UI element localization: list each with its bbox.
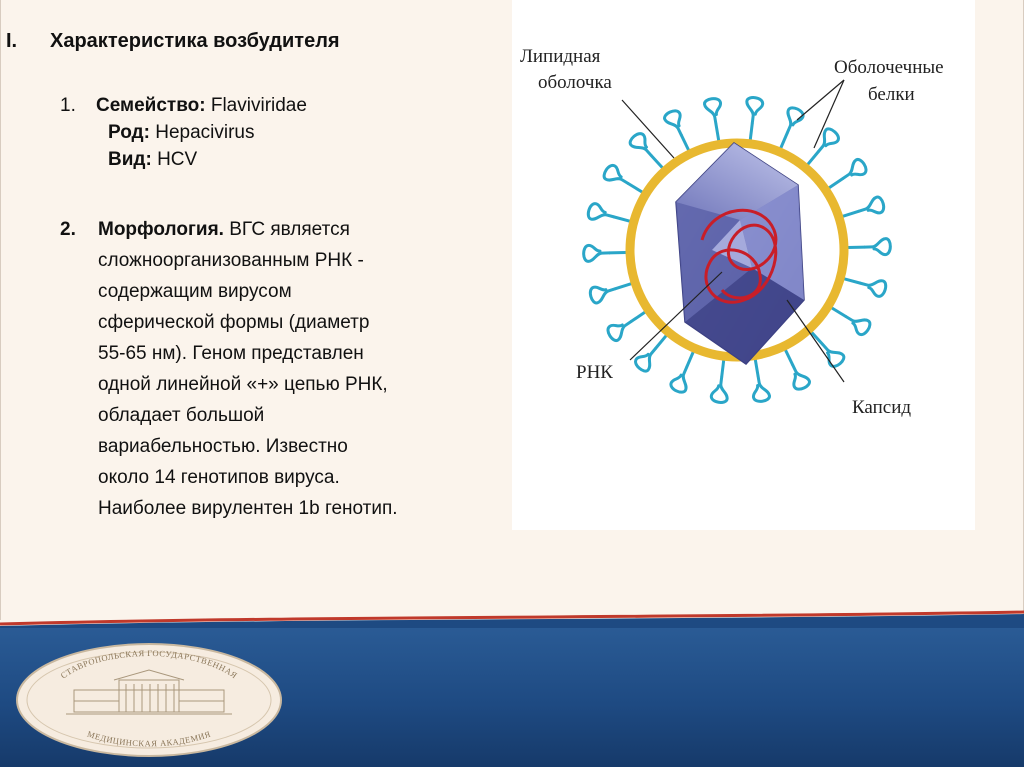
envelope-protein xyxy=(602,163,642,192)
taxonomy-number: 1. xyxy=(60,95,76,116)
envelope-protein xyxy=(812,332,846,369)
envelope-protein xyxy=(587,202,630,224)
envelope-protein xyxy=(750,359,770,402)
envelope-protein xyxy=(785,350,811,392)
envelope-protein xyxy=(808,127,841,165)
taxonomy-block xyxy=(60,92,307,173)
label-envelope-1: Оболочечные xyxy=(834,57,944,78)
label-lipid-2: оболочка xyxy=(538,72,612,93)
morphology-line: 55-65 нм). Геном представлен xyxy=(98,343,364,364)
morphology-line: сложноорганизованным РНК - xyxy=(98,250,364,271)
virus-diagram-svg xyxy=(512,0,975,530)
left-edge xyxy=(0,0,1,620)
envelope-protein xyxy=(829,158,869,188)
virus-diagram xyxy=(512,0,975,530)
envelope-protein xyxy=(780,106,805,148)
envelope-protein xyxy=(583,245,626,262)
genus-value: Hepacivirus xyxy=(155,122,255,143)
envelope-protein xyxy=(588,281,631,304)
academy-logo xyxy=(14,640,284,760)
envelope-protein xyxy=(605,312,645,342)
envelope-protein xyxy=(848,239,891,256)
label-capsid: Капсид xyxy=(852,397,912,418)
taxonomy-genus xyxy=(60,119,307,146)
taxonomy-species xyxy=(60,146,307,173)
morphology-line xyxy=(98,214,398,245)
envelope-protein xyxy=(704,97,724,140)
envelope-protein xyxy=(669,352,694,394)
morphology-line: около 14 генотипов вируса. xyxy=(98,467,340,488)
species-label: Вид: xyxy=(108,149,152,170)
label-envelope-2: белки xyxy=(868,84,915,105)
label-lipid-1: Липидная xyxy=(520,46,601,67)
family-label: Семейство: xyxy=(96,95,206,116)
morphology-line: содержащим вирусом xyxy=(98,281,292,302)
envelope-protein xyxy=(663,108,689,150)
logo-bottom-text: МЕДИЦИНСКАЯ АКАДЕМИЯ xyxy=(85,728,213,749)
envelope-protein xyxy=(832,308,872,337)
heading-number: I. xyxy=(6,30,18,52)
species-value: HCV xyxy=(157,149,198,170)
envelope-protein xyxy=(843,196,886,219)
envelope-protein xyxy=(844,276,887,298)
logo-top-text: СТАВРОПОЛЬСКАЯ ГОСУДАРСТВЕННАЯ xyxy=(58,648,240,681)
heading-title: Характеристика возбудителя xyxy=(50,30,340,52)
morphology-line: обладает большой xyxy=(98,405,265,426)
taxonomy-family xyxy=(60,92,307,119)
morphology-number: 2. xyxy=(60,219,76,240)
morphology-line: сферической формы (диаметр xyxy=(98,312,370,333)
morphology-line: Наиболее вирулентен 1b генотип. xyxy=(98,498,398,519)
morphology-label: Морфология. xyxy=(98,219,224,240)
family-value: Flaviviridae xyxy=(210,95,307,116)
morphology-line: одной линейной «+» цепью РНК, xyxy=(98,374,388,395)
envelope-protein xyxy=(744,97,763,140)
label-rna: РНК xyxy=(576,362,613,383)
genus-label: Род: xyxy=(108,122,150,143)
morphology-text xyxy=(98,214,398,524)
section-heading xyxy=(6,30,340,53)
morphology-line-text: ВГС является xyxy=(229,219,350,240)
capsid-icosahedron xyxy=(676,143,804,364)
envelope-protein xyxy=(628,131,662,168)
envelope-protein xyxy=(711,360,730,403)
morphology-line: вариабельностью. Известно xyxy=(98,436,348,457)
